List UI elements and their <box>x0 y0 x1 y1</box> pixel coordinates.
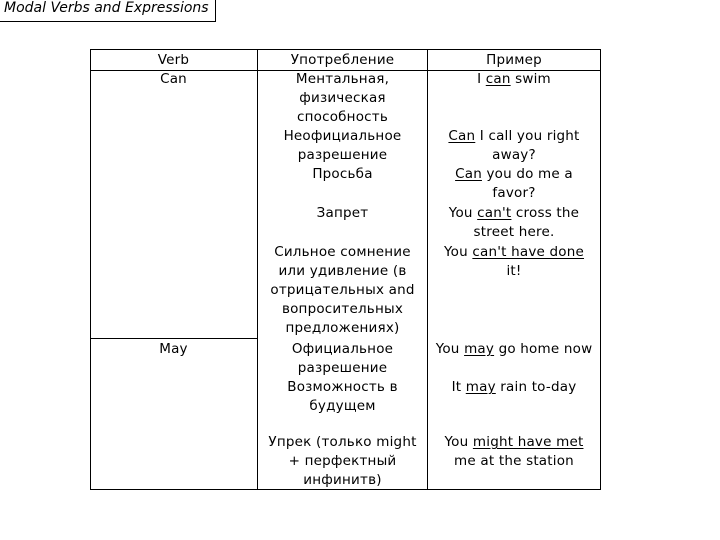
header-verb: Verb <box>157 52 190 68</box>
can-example-prohibition: You can't cross the street here. <box>448 205 580 240</box>
modal-verbs-table <box>90 49 601 490</box>
may-usage-reproach: Упрек (только might + перфектный инфинитв) <box>268 434 417 488</box>
header-example: Пример <box>486 52 542 68</box>
may-example-reproach: You might have met me at the station <box>444 434 584 469</box>
may-example-possibility: It may rain to-day <box>451 379 577 395</box>
can-example-request: Can you do me a favor? <box>455 166 573 201</box>
can-usage-doubt: Сильное сомнение или удивление (в отрицательных and вопросительных предложениях) <box>270 244 415 336</box>
can-usage-prohibition: Запрет <box>316 205 369 221</box>
may-usage-future-possibility: Возможность в будущем <box>287 379 398 414</box>
row-divider <box>91 338 257 339</box>
can-usage-informal-permission: Неофициальное разрешение <box>283 128 402 163</box>
can-example-permission: Can I call you right away? <box>448 128 580 163</box>
document-title: Modal Verbs and Expressions <box>0 0 216 22</box>
can-usage-request: Просьба <box>312 166 373 182</box>
can-example-ability: I can swim <box>477 71 551 87</box>
can-example-doubt: You can't have done it! <box>443 244 585 279</box>
may-usage-formal-permission: Официальное разрешение <box>291 341 394 376</box>
header-usage: Употребление <box>290 52 395 68</box>
verb-can: Can <box>160 71 187 87</box>
may-example-permission: You may go home now <box>435 341 593 357</box>
can-usage-ability: Ментальная, физическая способность <box>295 71 390 125</box>
verb-may: May <box>159 341 188 357</box>
